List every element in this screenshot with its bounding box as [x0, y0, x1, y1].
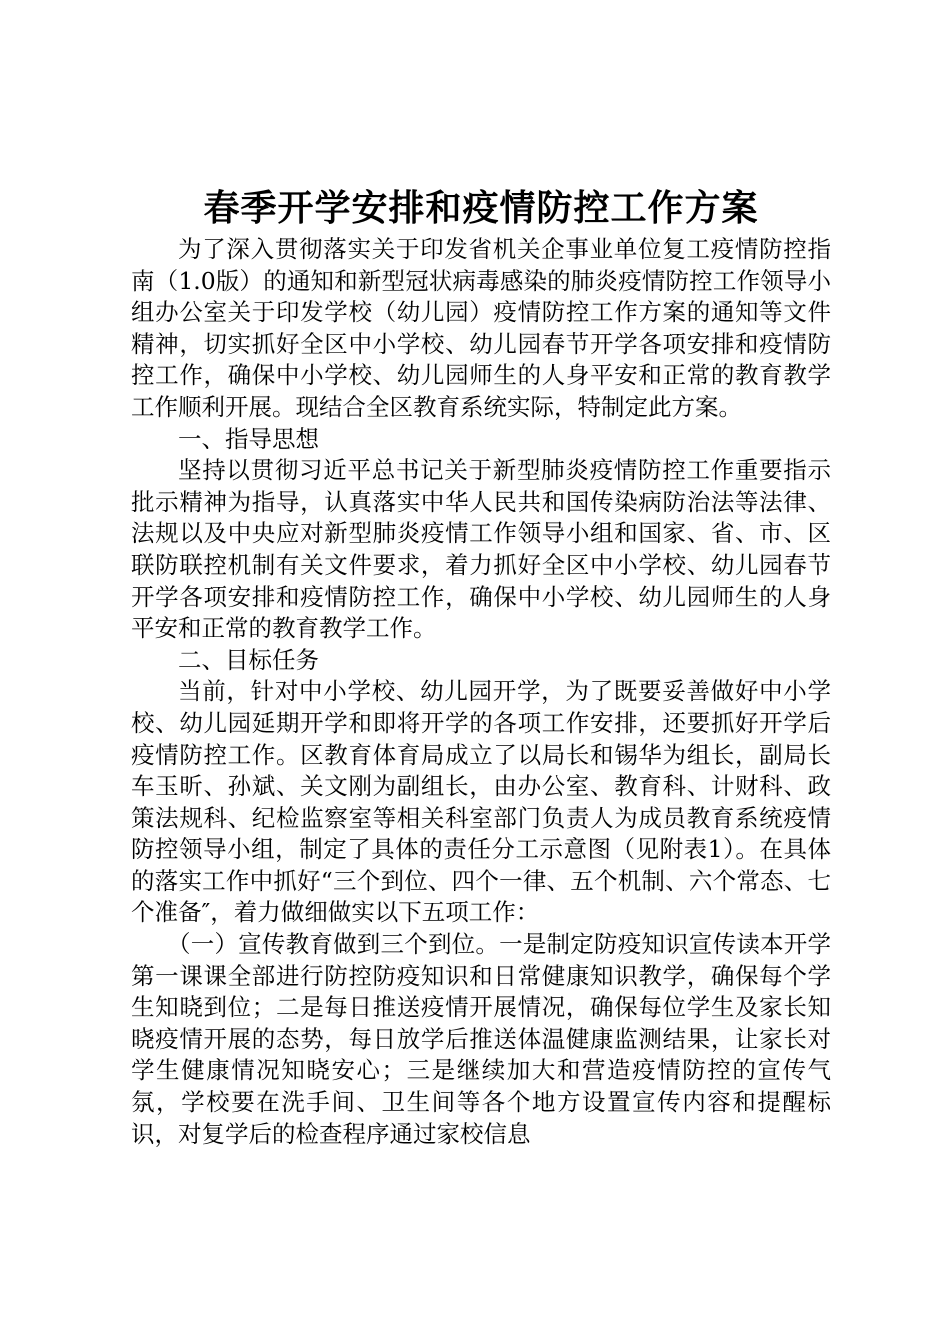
document-page — [131, 186, 831, 1150]
intro-paragraph: 为了深入贯彻落实关于印发省机关企事业单位复工疫情防控指南（1.0版）的通知和新型冠状病毒感染的肺炎疫情防控工作领导小组办公室关于印发学校（幼儿园）疫情防控工作方案的通知等文件精神，切实抓好全区中小学校、幼儿园春节开学各项安排和疫情防控工作，确保中小学校、幼儿园师生的人身平安和正常的教育教学工作顺利开展。现结合全区教育系统实际，特制定此方案。 — [131, 235, 831, 421]
subsection-body-publicity: （一）宣传教育做到三个到位。一是制定防疫知识宣传读本开学第一课课全部进行防控防疫知识和日常健康知识教学，确保每个学生知晓到位；二是每日推送疫情开展情况，确保每位学生及家长知晓疫情开展的态势，每日放学后推送体温健康监测结果，让家长对学生健康情况知晓安心；三是继续加大和营造疫情防控的宣传气氛，学校要在洗手间、卫生间等各个地方设置宣传内容和提醒标识，对复学后的检查程序通过家校信息 — [131, 930, 831, 1148]
section-body-guiding-ideology: 坚持以贯彻习近平总书记关于新型肺炎疫情防控工作重要指示批示精神为指导，认真落实中华人民共和国传染病防治法等法律、法规以及中央应对新型肺炎疫情工作领导小组和国家、省、市、区联防联控机制有关文件要求，着力抓好全区中小学校、幼儿园春节开学各项安排和疫情防控工作，确保中小学校、幼儿园师生的人身平安和正常的教育教学工作。 — [131, 456, 831, 643]
section-heading-goals-tasks: 二、目标任务 — [178, 645, 319, 674]
section-heading-guiding-ideology: 一、指导思想 — [178, 424, 319, 453]
document-title: 春季开学安排和疫情防控工作方案 — [203, 188, 759, 229]
section-body-goals-tasks: 当前，针对中小学校、幼儿园开学，为了既要妥善做好中小学校、幼儿园延期开学和即将开学的各项工作安排，还要抓好开学后疫情防控工作。区教育体育局成立了以局长和锡华为组长，副局长车玉昕、孙斌、关文刚为副组长，由办公室、教育科、计财科、政策法规科、纪检监察室等相关科室部门负责人为成员教育系统疫情防控领导小组，制定了具体的责任分工示意图（见附表1）。在具体的落实工作中抓好“三个到位、四个一律、五个机制、六个常态、七个准备″，着力做细做实以下五项工作： — [131, 677, 831, 927]
